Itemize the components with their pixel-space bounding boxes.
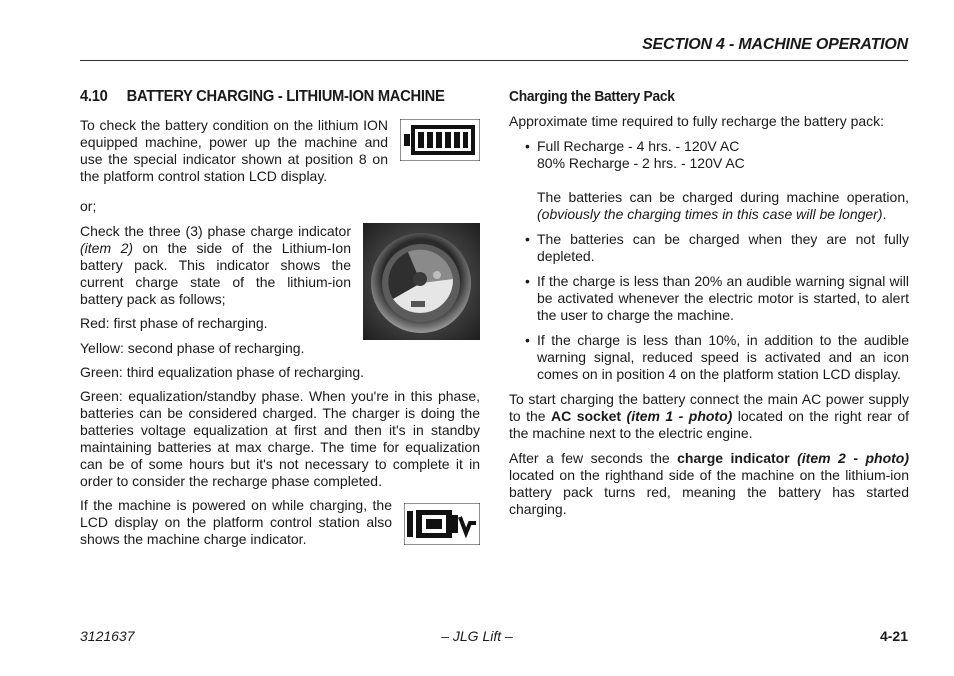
battery-level-icon — [400, 119, 480, 161]
charge-indicator-paragraph: After a few seconds the charge indicator (item 2 - photo) located on the righthand side of the machine on the lithium-ion battery pack turns red, meaning the battery has started charging. — [509, 450, 909, 517]
right-column — [509, 88, 909, 525]
lcd-battery-block — [80, 117, 480, 192]
list-item: • The batteries can be charged when they are not fully depleted. — [537, 231, 909, 265]
phase-indicator-block — [80, 223, 480, 340]
charging-bullet-list — [509, 138, 909, 383]
charge-indicator-photo — [363, 223, 480, 340]
or-text: or; — [80, 198, 97, 214]
green-third-phase-text: Green: third equalization phase of recharging. — [80, 364, 365, 380]
list-item: • If the charge is less than 10%, in addition to the audible warning signal, reduced speed is activated and an icon comes on in position 4 on the platform station LCD display. — [537, 332, 909, 383]
list-item: • Full Recharge - 4 hrs. - 120V AC 80% Recharge - 2 hrs. - 120V AC The batteries can be charged during machine operation, (obviously the charging times in this case will be longer). — [537, 138, 909, 223]
lcd-check-paragraph: To check the battery condition on the lithium ION equipped machine, power up the machine and use the special indicator shown at position 8 on the platform control station LCD display. — [80, 117, 388, 184]
section-heading: 4.10 BATTERY CHARGING - LITHIUM-ION MACHINE — [80, 88, 445, 105]
phase-indicator-paragraph: Check the three (3) phase charge indicator (item 2) on the side of the Lithium-Ion battery pack. This indicator shows the current charge state of the lithium-ion battery pack as follows; — [80, 223, 352, 307]
page-number: 4-21 — [879, 628, 908, 644]
green-standby-paragraph: Green: equalization/standby phase. When you're in this phase, batteries can be considered charged. The charger is doing the batteries voltage equalization at first and then it's in standby maintaining batteries at max charge. The time for equalization can be of some hours but it's not necessary to complete it in order to consider the recharge phase completed. — [80, 388, 480, 489]
ac-socket-paragraph: To start charging the battery connect the main AC power supply to the AC socket (item 1 - photo) located on the right rear of the machine next to the electric engine. — [509, 391, 909, 441]
list-item: • If the charge is less than 20% an audible warning signal will be activated whenever the electric motor is started, to alert the user to charge the machine. — [537, 273, 909, 324]
plug-charge-icon — [404, 503, 480, 545]
footer-center-text: – JLG Lift – — [441, 628, 513, 644]
recharge-time-intro: Approximate time required to fully recharge the battery pack: — [509, 113, 885, 129]
lcd-charge-block — [80, 497, 480, 555]
doc-number: 3121637 — [80, 628, 135, 644]
powered-on-charging-paragraph: If the machine is powered on while charging, the LCD display on the platform control station also shows the machine charge indicator. — [80, 497, 392, 547]
red-phase-text: Red: first phase of recharging. — [80, 315, 268, 331]
charge-during-operation-note: The batteries can be charged during machine operation, (obviously the charging times in this case will be longer). — [537, 189, 909, 222]
section-title: SECTION 4 - MACHINE OPERATION — [642, 36, 908, 53]
left-column — [80, 88, 480, 555]
charging-subheading: Charging the Battery Pack — [509, 88, 675, 105]
yellow-phase-text: Yellow: second phase of recharging. — [80, 340, 305, 356]
header-rule — [80, 60, 908, 61]
